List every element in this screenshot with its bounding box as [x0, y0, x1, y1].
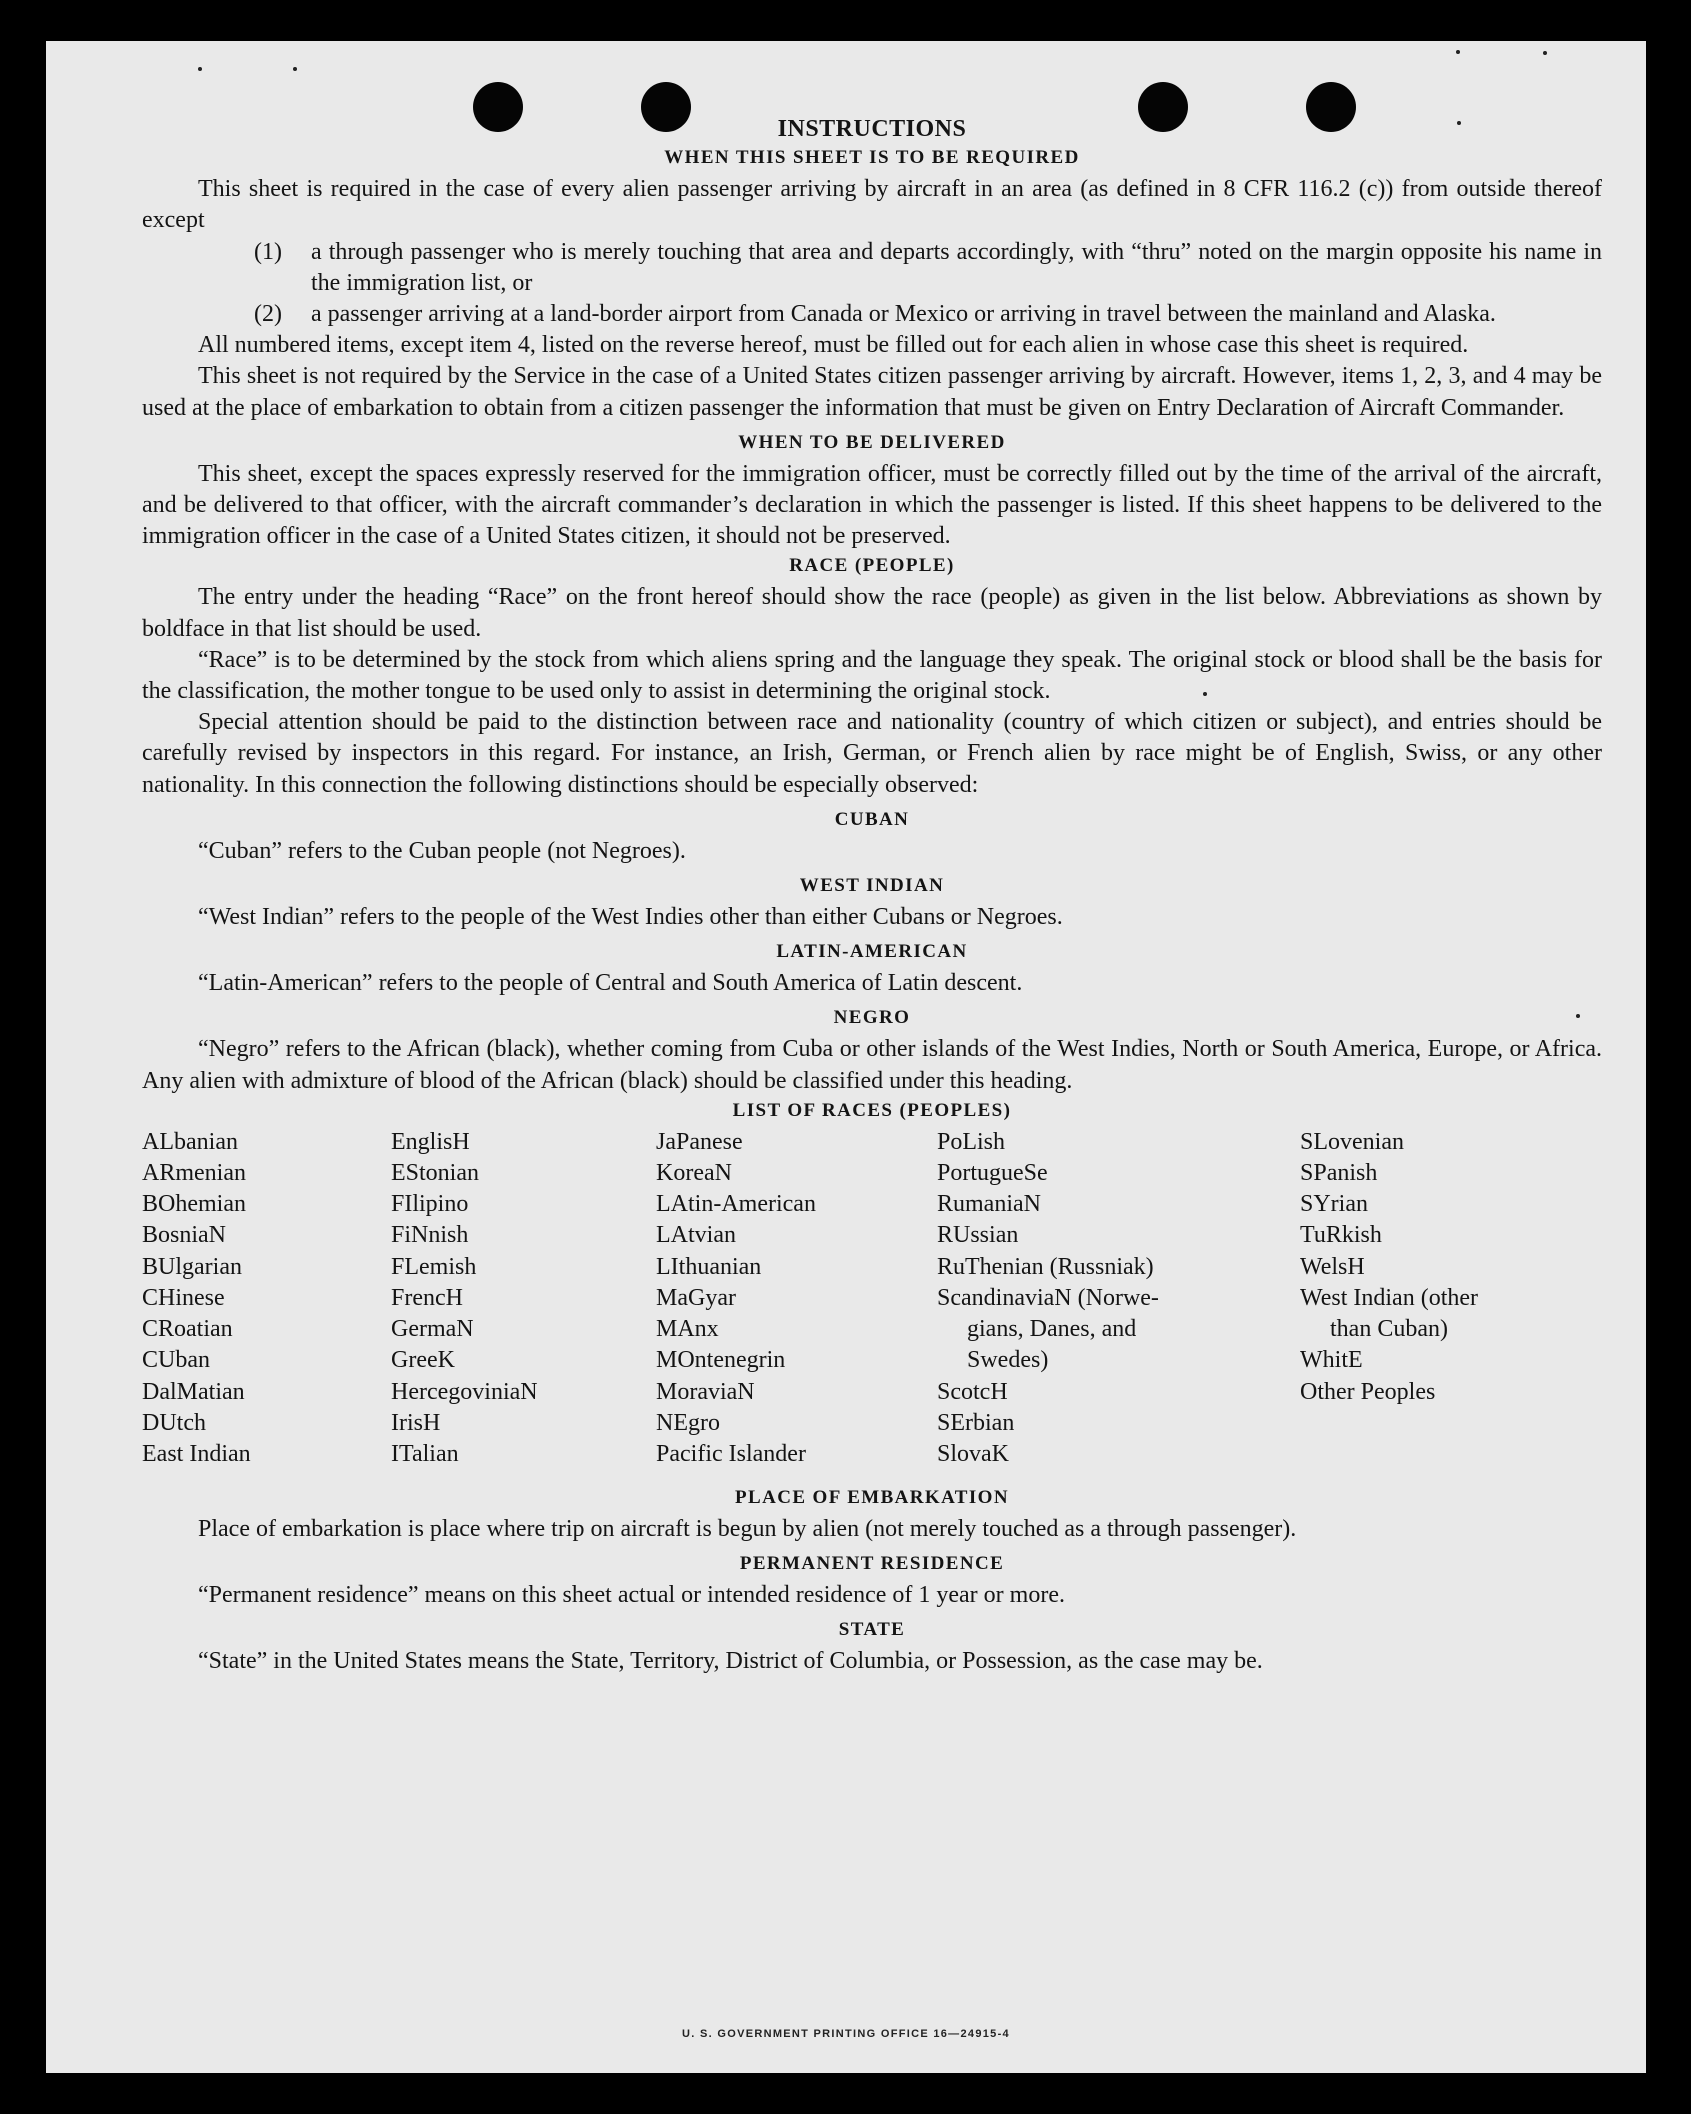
races-column: [937, 1127, 1159, 1470]
paragraph: This sheet, except the spaces expressly reserved for the immigration officer, must be correctly filled out by the time of the arrival of the aircraft, and be delivered to that officer, with the aircraft commander’s declaration in which the passenger is listed. If this sheet happens to be delivered to the immigration officer in the case of a United States citizen, it should not be preserved.: [142, 460, 1602, 550]
paragraph: “Permanent residence” means on this sheet actual or intended residence of 1 year or more.: [198, 1582, 1065, 1609]
item-text: a through passenger who is merely touching that area and departs accordingly, with “thru” noted on the margin opposite his name in the immigration list, or: [311, 238, 1602, 296]
race-entry: RuThenian (Russniak): [937, 1253, 1154, 1280]
races-column: [656, 1127, 816, 1470]
race-entry: MAnx: [656, 1316, 719, 1343]
race-entry: LAtvian: [656, 1222, 736, 1249]
race-entry: SErbian: [937, 1409, 1015, 1436]
race-entry: TuRkish: [1300, 1222, 1382, 1249]
race-entry: LAtin-American: [656, 1191, 816, 1218]
printer-footer: U. S. GOVERNMENT PRINTING OFFICE 16—24915-4: [682, 2028, 1010, 2040]
race-entry: GermaN: [391, 1316, 474, 1343]
section-heading-when-delivered: WHEN TO BE DELIVERED: [738, 431, 1006, 453]
race-entry: gians, Danes, and: [967, 1316, 1137, 1343]
section-heading-latin-american: LATIN-AMERICAN: [776, 941, 968, 963]
race-entry: SPanish: [1300, 1160, 1378, 1187]
paragraph: This sheet is required in the case of every alien passenger arriving by aircraft in an area (as defined in 8 CFR 116.2 (c)) from outside thereof except: [142, 176, 1602, 234]
race-entry: WhitE: [1300, 1347, 1363, 1374]
race-entry: BUlgarian: [142, 1253, 242, 1280]
race-entry: Swedes): [967, 1347, 1049, 1374]
race-entry: HercegoviniaN: [391, 1378, 538, 1405]
race-entry: CHinese: [142, 1284, 225, 1311]
race-entry: DalMatian: [142, 1378, 245, 1405]
race-entry: BosniaN: [142, 1222, 226, 1249]
race-entry: ALbanian: [142, 1128, 238, 1155]
race-entry: SLovenian: [1300, 1128, 1404, 1155]
race-entry: PortugueSe: [937, 1160, 1048, 1187]
section-heading-cuban: CUBAN: [834, 808, 910, 830]
list-item: [254, 237, 1602, 299]
section-heading-permanent-residence: PERMANENT RESIDENCE: [739, 1553, 1005, 1575]
race-entry: EnglisH: [391, 1128, 470, 1155]
section-heading-race: RACE (PEOPLE): [789, 555, 955, 577]
race-entry: ScandinaviaN (Norwe-: [937, 1284, 1159, 1311]
races-list: [142, 1127, 1602, 1479]
paragraph: “State” in the United States means the State, Territory, District of Columbia, or Possession, as the case may be.: [198, 1648, 1263, 1675]
paragraph: “Cuban” refers to the Cuban people (not Negroes).: [198, 837, 686, 864]
paragraph: “Negro” refers to the African (black), whether coming from Cuba or other islands of the West Indies, North or South America, Europe, or Africa. Any alien with admixture of blood of the African (black) should be classified under this heading.: [142, 1036, 1602, 1094]
race-entry: CUban: [142, 1347, 210, 1374]
race-entry: JaPanese: [656, 1128, 743, 1155]
race-entry: than Cuban): [1330, 1316, 1448, 1343]
race-entry: BOhemian: [142, 1191, 246, 1218]
race-entry: FLemish: [391, 1253, 477, 1280]
race-entry: MaGyar: [656, 1284, 736, 1311]
race-entry: MoraviaN: [656, 1378, 755, 1405]
race-entry: CRoatian: [142, 1316, 233, 1343]
item-number: (1): [254, 238, 282, 265]
race-entry: ITalian: [391, 1440, 459, 1467]
paragraph: All numbered items, except item 4, listed on the reverse hereof, must be filled out for each alien in whose case this sheet is required.: [198, 332, 1469, 359]
races-column: [391, 1127, 538, 1470]
section-heading-west-indian: WEST INDIAN: [799, 875, 945, 897]
race-entry: FrencH: [391, 1284, 463, 1311]
page-title: INSTRUCTIONS: [777, 116, 967, 142]
races-column: [1300, 1127, 1478, 1408]
race-entry: Pacific Islander: [656, 1440, 806, 1467]
race-entry: NEgro: [656, 1409, 720, 1436]
races-column: [142, 1127, 251, 1470]
race-entry: FIlipino: [391, 1191, 469, 1218]
race-entry: East Indian: [142, 1440, 251, 1467]
race-entry: PoLish: [937, 1128, 1006, 1155]
section-heading-embarkation: PLACE OF EMBARKATION: [735, 1486, 1009, 1508]
race-entry: Other Peoples: [1300, 1378, 1436, 1405]
paragraph: Special attention should be paid to the distinction between race and nationality (country of which citizen or subject), and entries should be carefully revised by inspectors in this regard. For instance, an Irish, German, or French alien by race might be of English, Swiss, or any other nationality. In this connection the following distinctions should be especially observed:: [142, 709, 1602, 798]
item-number: (2): [254, 301, 282, 328]
paragraph: The entry under the heading “Race” on the front hereof should show the race (people) as given in the list below. Abbreviations as shown by boldface in that list should be used.: [142, 584, 1602, 642]
item-text: a passenger arriving at a land-border airport from Canada or Mexico or arriving in travel between the mainland and Alaska.: [311, 301, 1496, 328]
paragraph: “Race” is to be determined by the stock from which aliens spring and the language they speak. The original stock or blood shall be the basis for the classification, the mother tongue to be used only to assist in determining the original stock.: [142, 646, 1602, 705]
section-heading-when-required: WHEN THIS SHEET IS TO BE REQUIRED: [664, 147, 1080, 169]
list-item: [254, 299, 1602, 330]
instructions-content: [142, 114, 1602, 1677]
race-entry: SlovaK: [937, 1440, 1009, 1467]
section-heading-negro: NEGRO: [833, 1007, 911, 1029]
paragraph: This sheet is not required by the Service in the case of a United States citizen passenger arriving by aircraft. However, items 1, 2, 3, and 4 may be used at the place of embarkation to obtain from a citizen passenger the information that must be given on Entry Declaration of Aircraft Commander.: [142, 363, 1602, 421]
race-entry: IrisH: [391, 1409, 441, 1436]
paragraph: “Latin-American” refers to the people of Central and South America of Latin descent.: [198, 970, 1023, 997]
race-entry: ARmenian: [142, 1160, 246, 1187]
race-entry: FiNnish: [391, 1222, 469, 1249]
race-entry: LIthuanian: [656, 1253, 762, 1280]
paragraph: Place of embarkation is place where trip on aircraft is begun by alien (not merely touched as a through passenger).: [198, 1515, 1297, 1542]
race-entry: KoreaN: [656, 1160, 732, 1187]
race-entry: RUssian: [937, 1222, 1019, 1249]
race-entry: WelsH: [1300, 1253, 1365, 1280]
race-entry: EStonian: [391, 1160, 479, 1187]
race-entry: West Indian (other: [1300, 1284, 1479, 1311]
race-entry: DUtch: [142, 1409, 206, 1436]
document-page: [46, 41, 1646, 2073]
section-heading-state: STATE: [838, 1619, 906, 1641]
race-entry: GreeK: [391, 1347, 455, 1374]
race-entry: MOntenegrin: [656, 1347, 786, 1374]
race-entry: RumaniaN: [937, 1191, 1041, 1218]
race-entry: ScotcH: [937, 1378, 1008, 1405]
section-heading-list-of-races: LIST OF RACES (PEOPLES): [732, 1099, 1012, 1121]
race-entry: SYrian: [1300, 1191, 1368, 1218]
paragraph: “West Indian” refers to the people of the West Indies other than either Cubans or Negroes.: [198, 904, 1063, 931]
